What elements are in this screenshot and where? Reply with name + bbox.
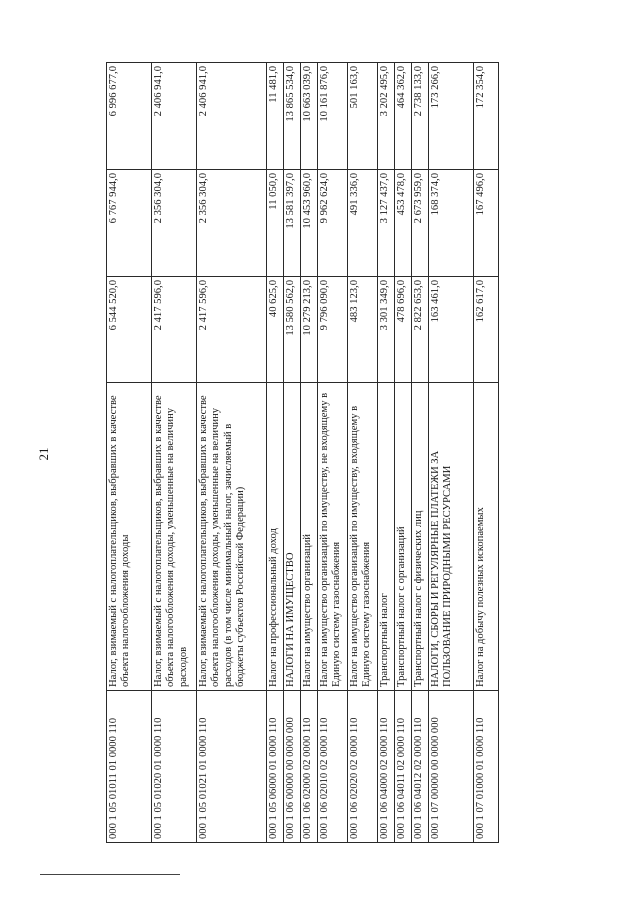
budget-code-cell: 000 1 05 06000 01 0000 110 (267, 691, 284, 843)
amount-year-3-cell: 13 865 534,0 (284, 63, 301, 170)
income-name-cell: НАЛОГИ НА ИМУЩЕСТВО (284, 383, 301, 691)
amount-year-3-cell: 10 663 039,0 (301, 63, 318, 170)
amount-year-1-cell: 163 461,0 (429, 277, 474, 383)
income-name-cell: Налог на добычу полезных ископаемых (474, 383, 499, 691)
table-row (395, 63, 412, 843)
income-name-cell: Транспортный налог (378, 383, 395, 691)
budget-code-cell: 000 1 06 04012 02 0000 110 (412, 691, 429, 843)
table-row (284, 63, 301, 843)
amount-year-1-cell: 478 696,0 (395, 277, 412, 383)
amount-year-3-cell: 3 202 495,0 (378, 63, 395, 170)
amount-year-2-cell: 168 374,0 (429, 170, 474, 277)
table-row (378, 63, 395, 843)
amount-year-3-cell: 2 406 941,0 (197, 63, 267, 170)
amount-year-2-cell: 2 356 304,0 (197, 170, 267, 277)
footnote-divider (40, 874, 180, 875)
table-body (107, 63, 499, 843)
income-name-cell: Транспортный налог с организаций (395, 383, 412, 691)
budget-code-cell: 000 1 05 01011 01 0000 110 (107, 691, 152, 843)
income-name-cell: Налог на имущество организаций (301, 383, 318, 691)
budget-code-cell: 000 1 06 02000 02 0000 110 (301, 691, 318, 843)
amount-year-1-cell: 483 123,0 (348, 277, 378, 383)
income-name-cell: Налог, взимаемый с налогоплательщиков, выбравших в качестве объекта налогообложения доходы, уменьшенные на величину расходов (152, 383, 197, 691)
amount-year-2-cell: 10 453 960,0 (301, 170, 318, 277)
amount-year-1-cell: 40 625,0 (267, 277, 284, 383)
budget-code-cell: 000 1 06 02020 02 0000 110 (348, 691, 378, 843)
amount-year-3-cell: 10 161 876,0 (318, 63, 348, 170)
table-row (267, 63, 284, 843)
income-name-cell: Налог, взимаемый с налогоплательщиков, выбравших в качестве объекта налогообложения доходы, уменьшенные на величину расходов (в том числе минимальный налог, зачисляемый в бюджеты субъектов Российской Федерации) (197, 383, 267, 691)
amount-year-2-cell: 3 127 437,0 (378, 170, 395, 277)
amount-year-2-cell: 6 767 944,0 (107, 170, 152, 277)
amount-year-3-cell: 172 354,0 (474, 63, 499, 170)
table-row (152, 63, 197, 843)
amount-year-1-cell: 10 279 213,0 (301, 277, 318, 383)
rotated-table-container (106, 63, 594, 843)
amount-year-2-cell: 491 336,0 (348, 170, 378, 277)
table-row (301, 63, 318, 843)
budget-code-cell: 000 1 07 01000 01 0000 110 (474, 691, 499, 843)
table-row (348, 63, 378, 843)
amount-year-1-cell: 2 417 596,0 (152, 277, 197, 383)
budget-code-cell: 000 1 07 00000 00 0000 000 (429, 691, 474, 843)
budget-code-cell: 000 1 06 00000 00 0000 000 (284, 691, 301, 843)
page-number: 21 (36, 447, 51, 461)
amount-year-3-cell: 11 481,0 (267, 63, 284, 170)
amount-year-1-cell: 162 617,0 (474, 277, 499, 383)
amount-year-2-cell: 2 356 304,0 (152, 170, 197, 277)
amount-year-1-cell: 2 417 596,0 (197, 277, 267, 383)
amount-year-3-cell: 464 362,0 (395, 63, 412, 170)
table-row (197, 63, 267, 843)
amount-year-2-cell: 2 673 959,0 (412, 170, 429, 277)
amount-year-3-cell: 501 163,0 (348, 63, 378, 170)
amount-year-3-cell: 173 266,0 (429, 63, 474, 170)
table-row (412, 63, 429, 843)
amount-year-1-cell: 2 822 653,0 (412, 277, 429, 383)
income-name-cell: Транспортный налог с физических лиц (412, 383, 429, 691)
income-name-cell: НАЛОГИ, СБОРЫ И РЕГУЛЯРНЫЕ ПЛАТЕЖИ ЗА ПОЛЬЗОВАНИЕ ПРИРОДНЫМИ РЕСУРСАМИ (429, 383, 474, 691)
budget-revenue-table (106, 62, 499, 843)
amount-year-1-cell: 9 796 090,0 (318, 277, 348, 383)
amount-year-1-cell: 3 301 349,0 (378, 277, 395, 383)
amount-year-2-cell: 9 962 624,0 (318, 170, 348, 277)
amount-year-1-cell: 6 544 520,0 (107, 277, 152, 383)
table-row (429, 63, 474, 843)
income-name-cell: Налог на профессиональный доход (267, 383, 284, 691)
amount-year-2-cell: 167 496,0 (474, 170, 499, 277)
budget-code-cell: 000 1 06 04000 02 0000 110 (378, 691, 395, 843)
budget-code-cell: 000 1 05 01020 01 0000 110 (152, 691, 197, 843)
budget-code-cell: 000 1 05 01021 01 0000 110 (197, 691, 267, 843)
table-row (318, 63, 348, 843)
amount-year-1-cell: 13 580 562,0 (284, 277, 301, 383)
amount-year-3-cell: 6 996 677,0 (107, 63, 152, 170)
income-name-cell: Налог, взимаемый с налогоплательщиков, выбравших в качестве объекта налогообложения доходы (107, 383, 152, 691)
income-name-cell: Налог на имущество организаций по имуществу, не входящему в Единую систему газоснабжения (318, 383, 348, 691)
income-name-cell: Налог на имущество организаций по имуществу, входящему в Единую систему газоснабжения (348, 383, 378, 691)
budget-code-cell: 000 1 06 02010 02 0000 110 (318, 691, 348, 843)
table-row (474, 63, 499, 843)
amount-year-2-cell: 11 050,0 (267, 170, 284, 277)
amount-year-2-cell: 453 478,0 (395, 170, 412, 277)
amount-year-3-cell: 2 406 941,0 (152, 63, 197, 170)
amount-year-2-cell: 13 581 397,0 (284, 170, 301, 277)
budget-code-cell: 000 1 06 04011 02 0000 110 (395, 691, 412, 843)
table-row (107, 63, 152, 843)
amount-year-3-cell: 2 738 133,0 (412, 63, 429, 170)
